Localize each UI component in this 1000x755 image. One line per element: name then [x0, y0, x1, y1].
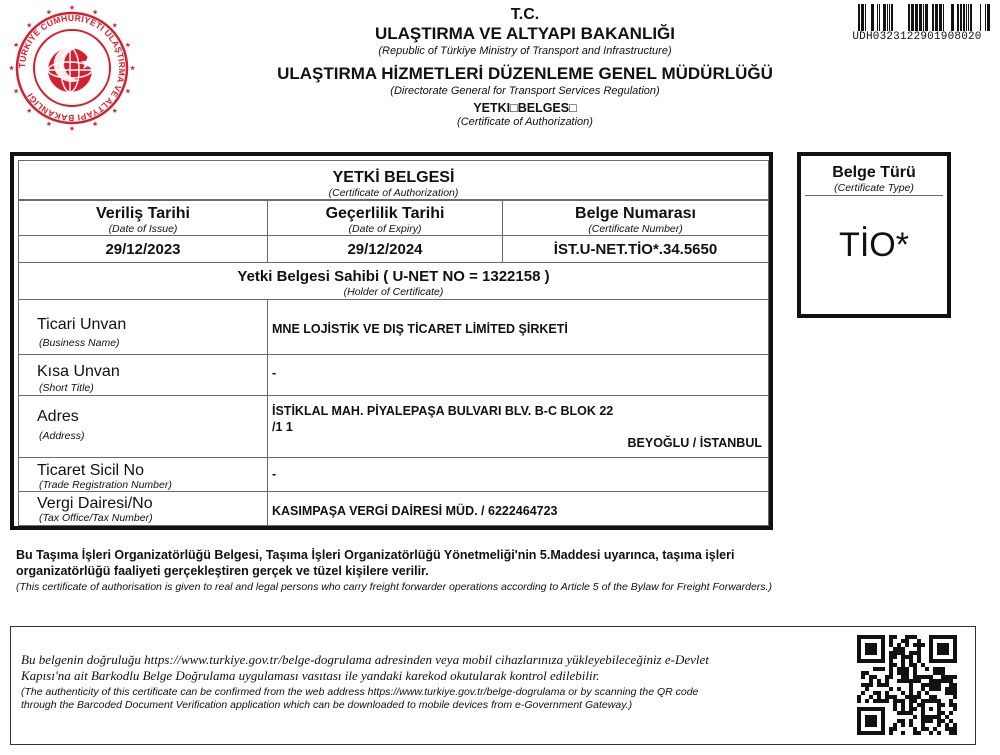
tax-label-cell: [18, 491, 268, 526]
short-title-value: -: [272, 366, 277, 380]
verification-qr-code[interactable]: [857, 635, 957, 735]
short-title-label: Kısa Unvan: [37, 363, 120, 380]
holder-title-cell: [18, 262, 769, 300]
expiry-date-label-en: (Date of Expiry): [348, 223, 422, 235]
header-tc: T.C.: [510, 6, 540, 23]
short-title-label-cell: [18, 354, 268, 396]
expiry-date-value: 29/12/2024: [347, 241, 423, 258]
header-directorate: ULAŞTIRMA HİZMETLERİ DÜZENLEME GENEL MÜDÜRLÜĞÜ: [277, 64, 773, 83]
cert-type-value: TİO*: [839, 226, 909, 264]
issue-date-label: Veriliş Tarihi: [96, 205, 190, 222]
header-doc-title: YETKI□BELGES□: [473, 101, 577, 115]
header-ministry-en: (Republic of Türkiye Ministry of Transport and Infrastructure): [378, 45, 672, 57]
header-doc-title-en: (Certificate of Authorization): [457, 116, 593, 128]
verification-box: [10, 626, 976, 745]
address-line1: İSTİKLAL MAH. PİYALEPAŞA BULVARI BLV. B-C BLOK 22: [272, 404, 614, 418]
issue-date-cell: [18, 235, 268, 263]
address-city: BEYOĞLU / İSTANBUL: [627, 436, 762, 450]
header-directorate-en: (Directorate General for Transport Services Regulation): [390, 85, 660, 97]
cert-type-header: [805, 160, 943, 196]
certificate-title-cell: [18, 160, 769, 200]
verification-tr-line1: Bu belgenin doğruluğu https://www.turkiye.gov.tr/belge-dogrulama adresinden veya mobil cihazlarınıza yükleyebileceğiniz e-Devlet: [21, 652, 709, 667]
address-cell: [267, 395, 769, 458]
statement-tr-line2: organizatörlüğü faaliyeti gerçekleştiren gerçek ve tüzel kişilere verilir.: [16, 564, 429, 578]
certificate-title-en: (Certificate of Authorization): [328, 187, 459, 199]
expiry-date-label: Geçerlilik Tarihi: [325, 205, 445, 222]
cert-number-header: [502, 200, 769, 236]
verification-en-line2: through the Barcoded Document Verification application which can be downloaded to mobile devices from e-Government Gateway.): [21, 699, 633, 711]
tax-label: Vergi Dairesi/No: [37, 495, 153, 512]
holder-title: Yetki Belgesi Sahibi ( U-NET NO = 1322158 ): [237, 268, 550, 285]
cert-type-label-en: (Certificate Type): [834, 182, 914, 194]
short-title-label-en: (Short Title): [39, 382, 94, 394]
cert-type-label: Belge Türü: [832, 164, 916, 181]
certificate-box: [10, 152, 773, 530]
certificate-title: YETKİ BELGESİ: [332, 169, 455, 186]
holder-title-en: (Holder of Certificate): [343, 286, 444, 298]
trade-reg-value: -: [272, 467, 277, 481]
business-name-label-en: (Business Name): [39, 337, 120, 349]
statement-en: (This certificate of authorisation is given to real and legal persons who carry freight forwarder operations according to Article 5 of the Bylaw for Freight Forwarders.): [16, 581, 772, 593]
trade-reg-label-en: (Trade Registration Number): [39, 479, 172, 491]
cert-number-cell: [502, 235, 769, 263]
trade-reg-label: Ticaret Sicil No: [37, 462, 144, 479]
business-name-label: Ticari Unvan: [37, 316, 127, 333]
short-title-cell: [267, 354, 769, 396]
address-label-en: (Address): [39, 430, 85, 442]
tax-label-en: (Tax Office/Tax Number): [39, 512, 153, 524]
statement-tr-line1: Bu Taşıma İşleri Organizatörlüğü Belgesi, Taşıma İşleri Organizatörlüğü Yönetmeliği'nin 5.Maddesi uyarınca, taşıma işleri: [16, 548, 735, 562]
business-name-value: MNE LOJİSTİK VE DIŞ TİCARET LİMİTED ŞİRKETİ: [272, 322, 568, 336]
document-barcode: [843, 4, 991, 32]
cert-number-label: Belge Numarası: [575, 205, 696, 222]
issue-date-value: 29/12/2023: [105, 241, 181, 258]
verification-tr-line2: Kapısı'na ait Barkodlu Belge Doğrulama uygulaması vasıtası ile yandaki karekod okutularak kontrol edilebilir.: [21, 668, 600, 683]
trade-reg-label-cell: [18, 457, 268, 492]
header-ministry: ULAŞTIRMA VE ALTYAPI BAKANLIĞI: [374, 24, 676, 43]
issue-date-label-en: (Date of Issue): [108, 223, 178, 235]
tax-value: KASIMPAŞA VERGİ DAİRESİ MÜD. / 6222464723: [272, 504, 558, 518]
svg-text:TÜRKİYE CUMHURİYETİ ULAŞTIRMA: TÜRKİYE CUMHURİYETİ ULAŞTIRMA VE ALTYAPI BAKANLIĞI: [16, 12, 128, 124]
tax-cell: [267, 491, 769, 526]
expiry-date-cell: [267, 235, 503, 263]
address-label-cell: [18, 395, 268, 458]
expiry-date-header: [267, 200, 503, 236]
certificate-type-box: [797, 152, 951, 318]
issue-date-header: [18, 200, 268, 236]
trade-reg-cell: [267, 457, 769, 492]
business-name-cell: [267, 299, 769, 355]
cert-number-value: İST.U-NET.TİO*.34.5650: [553, 241, 718, 258]
address-label: Adres: [37, 408, 79, 425]
barcode-number: UDH0323122901908020: [852, 31, 982, 43]
ministry-seal-logo: [8, 4, 136, 132]
cert-number-label-en: (Certificate Number): [588, 223, 683, 235]
business-name-label-cell: [18, 299, 268, 355]
verification-en-line1: (The authenticity of this certificate can be confirmed from the web address https://www.turkiye.gov.tr/belge-dogrulama or by scanning the QR code: [21, 686, 699, 698]
address-line2: /1 1: [272, 420, 293, 434]
